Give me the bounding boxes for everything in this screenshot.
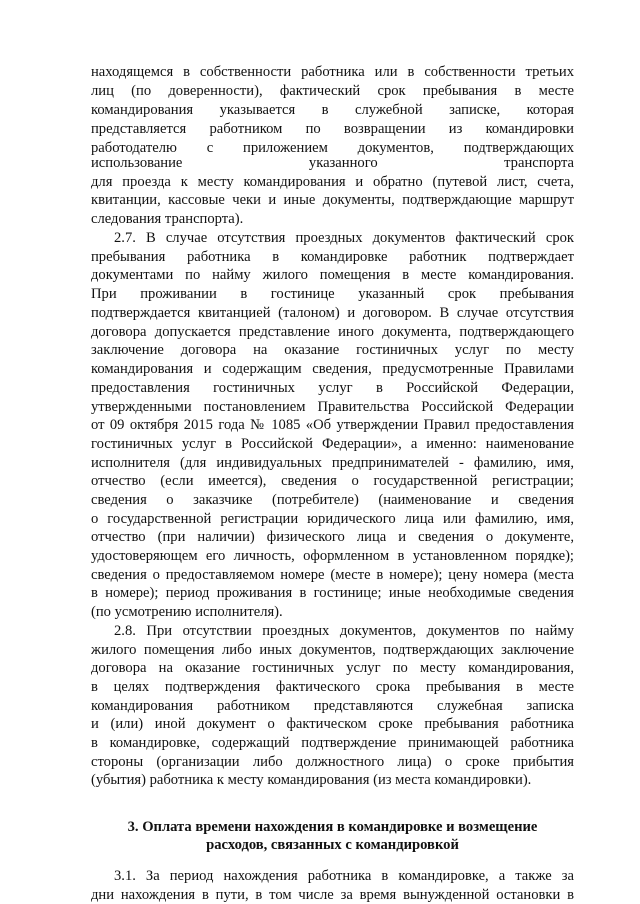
text-line: подтверждается квитанцией (талоном) и договором. В случае отсутствия <box>91 305 574 321</box>
text-line: исполнителя (для индивидуальных предпринимателей - фамилию, имя, <box>91 455 574 471</box>
paragraph-2-8-first-line: 2.8. При отсутствии проездных документов, документов по найму <box>114 623 574 639</box>
text-line: в командировке, содержащий подтверждение принимающей работника <box>91 735 574 751</box>
text-line: гостиничных услуг в Российской Федерации», а именно: наименование <box>91 436 574 452</box>
heading-line: 3. Оплата времени нахождения в командировке и возмещение <box>127 819 538 835</box>
text-line: находящемся в собственности работника или в собственности третьих <box>91 64 574 80</box>
text-line: в целях подтверждения фактического срока пребывания в месте <box>91 679 574 695</box>
paragraph-3-1-first-line: 3.1. За период нахождения работника в командировке, а также за <box>114 868 574 884</box>
text-line: представляется работником по возвращении из командировки <box>91 121 574 137</box>
text-line: следования транспорта). <box>91 211 244 227</box>
text-line: (убытия) работника к месту командирования (из места командировки). <box>91 772 532 788</box>
text-line: стороны (организации либо должностного лица) о сроке прибытия <box>91 754 574 770</box>
text-line: командирования указывается в служебной записке, которая <box>91 102 574 118</box>
text-line: командирования работником представляются служебная записка <box>91 698 574 714</box>
text-line: документами по найму жилого помещения в месте командирования. <box>91 267 574 283</box>
text-line: жилого помещения либо иных документов, подтверждающих заключение <box>91 642 574 658</box>
section-3-heading <box>91 818 574 854</box>
text-line: для проезда к месту командирования и обратно (путевой лист, счета, <box>91 174 574 190</box>
text-line: (по усмотрению исполнителя). <box>91 604 283 620</box>
heading-line: расходов, связанных с командировкой <box>206 837 459 853</box>
paragraph-2-7-first-line: 2.7. В случае отсутствия проездных документов фактический срок <box>114 230 574 246</box>
text-line: и (или) иной документ о фактическом сроке пребывания работника <box>91 716 574 732</box>
text-line: При проживании в гостинице указанный срок пребывания <box>91 286 574 302</box>
text-line: дни нахождения в пути, в том числе за время вынужденной остановки в <box>91 887 574 903</box>
text-line: в номере); период проживания в гостинице; иные необходимые сведения <box>91 585 574 601</box>
text-line: отчество (при наличии) физического лица и сведения о документе, <box>91 529 574 545</box>
text-line: отчество (если имеется), сведения о государственной регистрации; <box>91 473 574 489</box>
text-line: сведения о заказчике (потребителе) (наименование и сведения <box>91 492 574 508</box>
text-line: пребывания работника в командировке работник подтверждает <box>91 249 574 265</box>
text-line: договора на оказание гостиничных услуг по месту командирования, <box>91 660 574 676</box>
text-line: о государственной регистрации юридического лица или фамилию, имя, <box>91 511 574 527</box>
text-line: заключение договора на оказание гостиничных услуг по месту <box>91 342 574 358</box>
text-line: удостоверяющем его личность, оформленном в установленном порядке); <box>91 548 574 564</box>
text-line: работодателю с приложением документов, подтверждающих <box>91 140 574 156</box>
text-line: от 09 октября 2015 года № 1085 «Об утверждении Правил предоставления <box>91 417 574 433</box>
text-line: лиц (по доверенности), фактический срок пребывания в месте <box>91 83 574 99</box>
text-line: утвержденными постановлением Правительства Российской Федерации <box>91 399 574 415</box>
text-line: командирования и содержащим сведения, предусмотренные Правилами <box>91 361 574 377</box>
text-line: предоставления гостиничных услуг в Российской Федерации, <box>91 380 574 396</box>
text-line: договора допускается представление иного документа, подтверждающего <box>91 324 574 340</box>
text-line: сведения о предоставляемом номере (месте в номере); цену номера (места <box>91 567 574 583</box>
text-line: использование указанного транспорта <box>91 155 574 171</box>
text-line: квитанции, кассовые чеки и иные документы, подтверждающие маршрут <box>91 192 574 208</box>
